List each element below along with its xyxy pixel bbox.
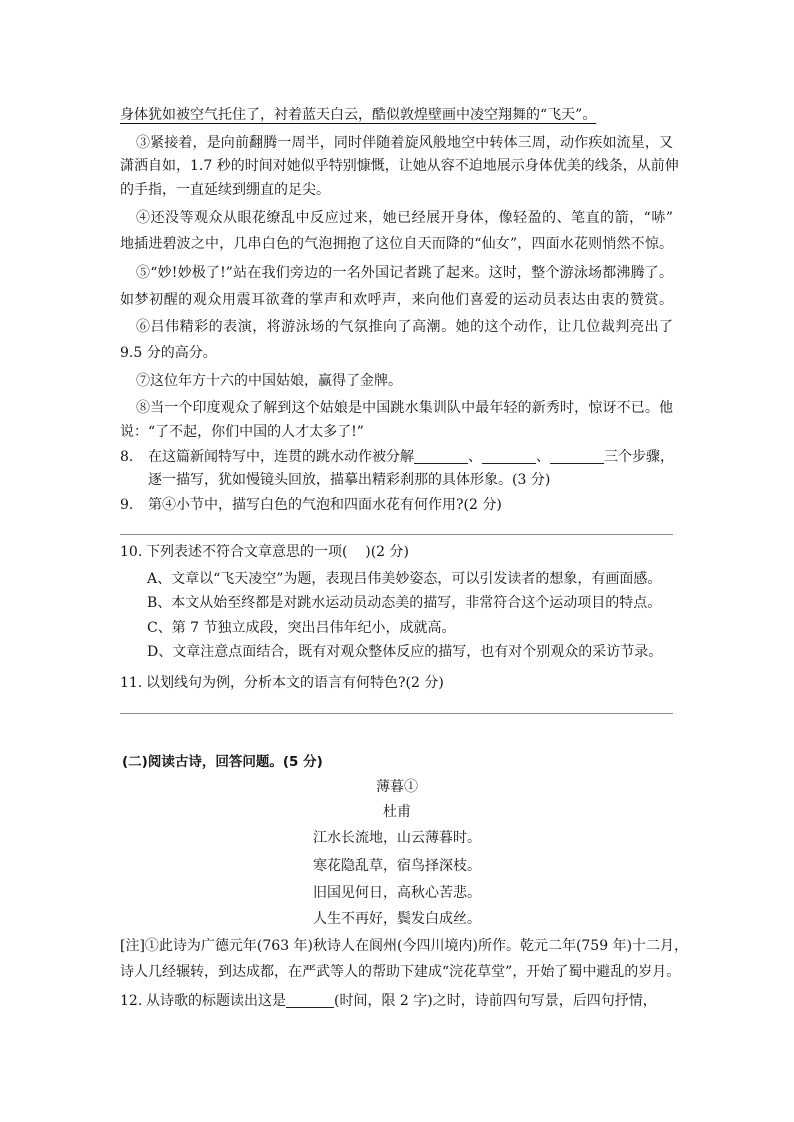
question-11-number: 11.: [120, 675, 143, 691]
question-8-line-1: [148, 447, 674, 467]
answer-line: [120, 713, 673, 714]
note-line-1: [注]①此诗为广德元年(763 年)秋诗人在阆州(今四川境内)所作。乾元二年(759 年)十二月，: [120, 938, 689, 954]
question-8-line-2: 逐一描写，犹如慢镜头回放，描摹出精彩刹那的具体形象。(3 分): [148, 472, 551, 488]
option-d: D、文章注意点面结合，既有对观众整体反应的描写，也有对个别观众的采访节录。: [147, 644, 663, 660]
paragraph-5-line-2: 如梦初醒的观众用震耳欲聋的掌声和欢呼声，来向他们喜爱的运动员表达由衷的赞赏。: [120, 292, 673, 308]
section-heading: (二)阅读古诗，回答问题。(5 分): [122, 754, 323, 770]
option-c: C、第 7 节独立成段，突出吕伟年纪小，成就高。: [147, 620, 456, 636]
question-9-number: 9.: [120, 497, 134, 513]
paragraph-4-line-1: ④还没等观众从眼花缭乱中反应过来，她已经展开身体，像轻盈的、笔直的箭，“哧”: [136, 210, 673, 226]
poem-line-4: 人生不再好，鬓发白成丝。: [313, 911, 481, 927]
question-12-text-before: 从诗歌的标题读出这是: [146, 993, 286, 1009]
paragraph-3-line-3: 的手指，一直延续到绷直的足尖。: [120, 182, 330, 198]
question-12-number: 12.: [120, 993, 143, 1009]
paragraph-4-line-2: 地插进碧波之中，几串白色的气泡拥抱了这位自天而降的“仙女”，四面水花则悄然不惊。: [120, 236, 673, 252]
poem-author: 杜甫: [383, 804, 411, 820]
question-8-text-after: 三个步骤，: [604, 449, 674, 465]
paragraph-5-line-1: ⑤“妙!妙极了!”站在我们旁边的一名外国记者跳了起来。这时，整个游泳场都沸腾了。: [136, 265, 673, 281]
answer-blank-3: [550, 449, 604, 464]
question-8-number: 8.: [120, 449, 134, 465]
paragraph-6-line-1: ⑥吕伟精彩的表演，将游泳场的气氛推向了高潮。她的这个动作，让几位裁判亮出了: [136, 319, 673, 335]
question-12-text-after: (时间，限 2 字)之时，诗前四句写景，后四句抒情，: [334, 993, 657, 1009]
question-10-number: 10.: [120, 544, 143, 560]
separator: 、: [536, 449, 550, 465]
answer-blank: [286, 993, 334, 1008]
paragraph-3-line-2: 潇洒自如，1.7 秒的时间对她似乎特别慷慨，让她从容不迫地展示身体优美的线条，从前伸: [120, 158, 679, 174]
question-9-text: 第④小节中，描写白色的气泡和四面水花有何作用?(2 分): [148, 497, 502, 513]
answer-blank-2: [482, 449, 536, 464]
poem-line-3: 旧国见何日，高秋心苦悲。: [313, 885, 481, 901]
separator: 、: [468, 449, 482, 465]
question-8-text-before: 在这篇新闻特写中，连贯的跳水动作被分解: [148, 449, 414, 465]
poem-line-1: 江水长流地，山云薄暮时。: [313, 830, 481, 846]
paragraph-8-line-2: 说：“了不起，你们中国的人才太多了!”: [120, 424, 364, 440]
option-a: A、文章以“飞天凌空”为题，表现吕伟美妙姿态，可以引发读者的想象，有画面感。: [147, 571, 662, 587]
note-line-2: 诗人几经辗转，到达成都，在严武等人的帮助下建成“浣花草堂”，开始了蜀中避乱的岁月。: [120, 964, 681, 980]
poem-title: 薄暮①: [376, 779, 418, 795]
option-b: B、本文从始至终都是对跳水运动员动态美的描写，非常符合这个运动项目的特点。: [147, 595, 662, 611]
question-12-text: [146, 991, 657, 1011]
paragraph-8-line-1: ⑧当一个印度观众了解到这个姑娘是中国跳水集训队中最年轻的新秀时，惊讶不已。他: [136, 400, 673, 416]
answer-blank-1: [414, 449, 468, 464]
poem-line-2: 寒花隐乱草，宿鸟择深枝。: [313, 858, 481, 874]
paragraph-7-line-1: ⑦这位年方十六的中国姑娘，赢得了金牌。: [136, 373, 402, 389]
underlined-sentence: 身体犹如被空气托住了，衬着蓝天白云，酷似敦煌壁画中凌空翔舞的“飞天”。: [120, 107, 597, 123]
paragraph-3-line-1: ③紧接着，是向前翻腾一周半，同时伴随着旋风般地空中转体三周，动作疾如流星，又: [136, 135, 673, 151]
question-10-text: 下列表述不符合文章意思的一项( )(2 分): [146, 544, 410, 560]
paragraph-6-line-2: 9.5 分的高分。: [120, 345, 217, 361]
question-11-text: 以划线句为例，分析本文的语言有何特色?(2 分): [146, 675, 444, 691]
answer-line: [120, 534, 673, 535]
